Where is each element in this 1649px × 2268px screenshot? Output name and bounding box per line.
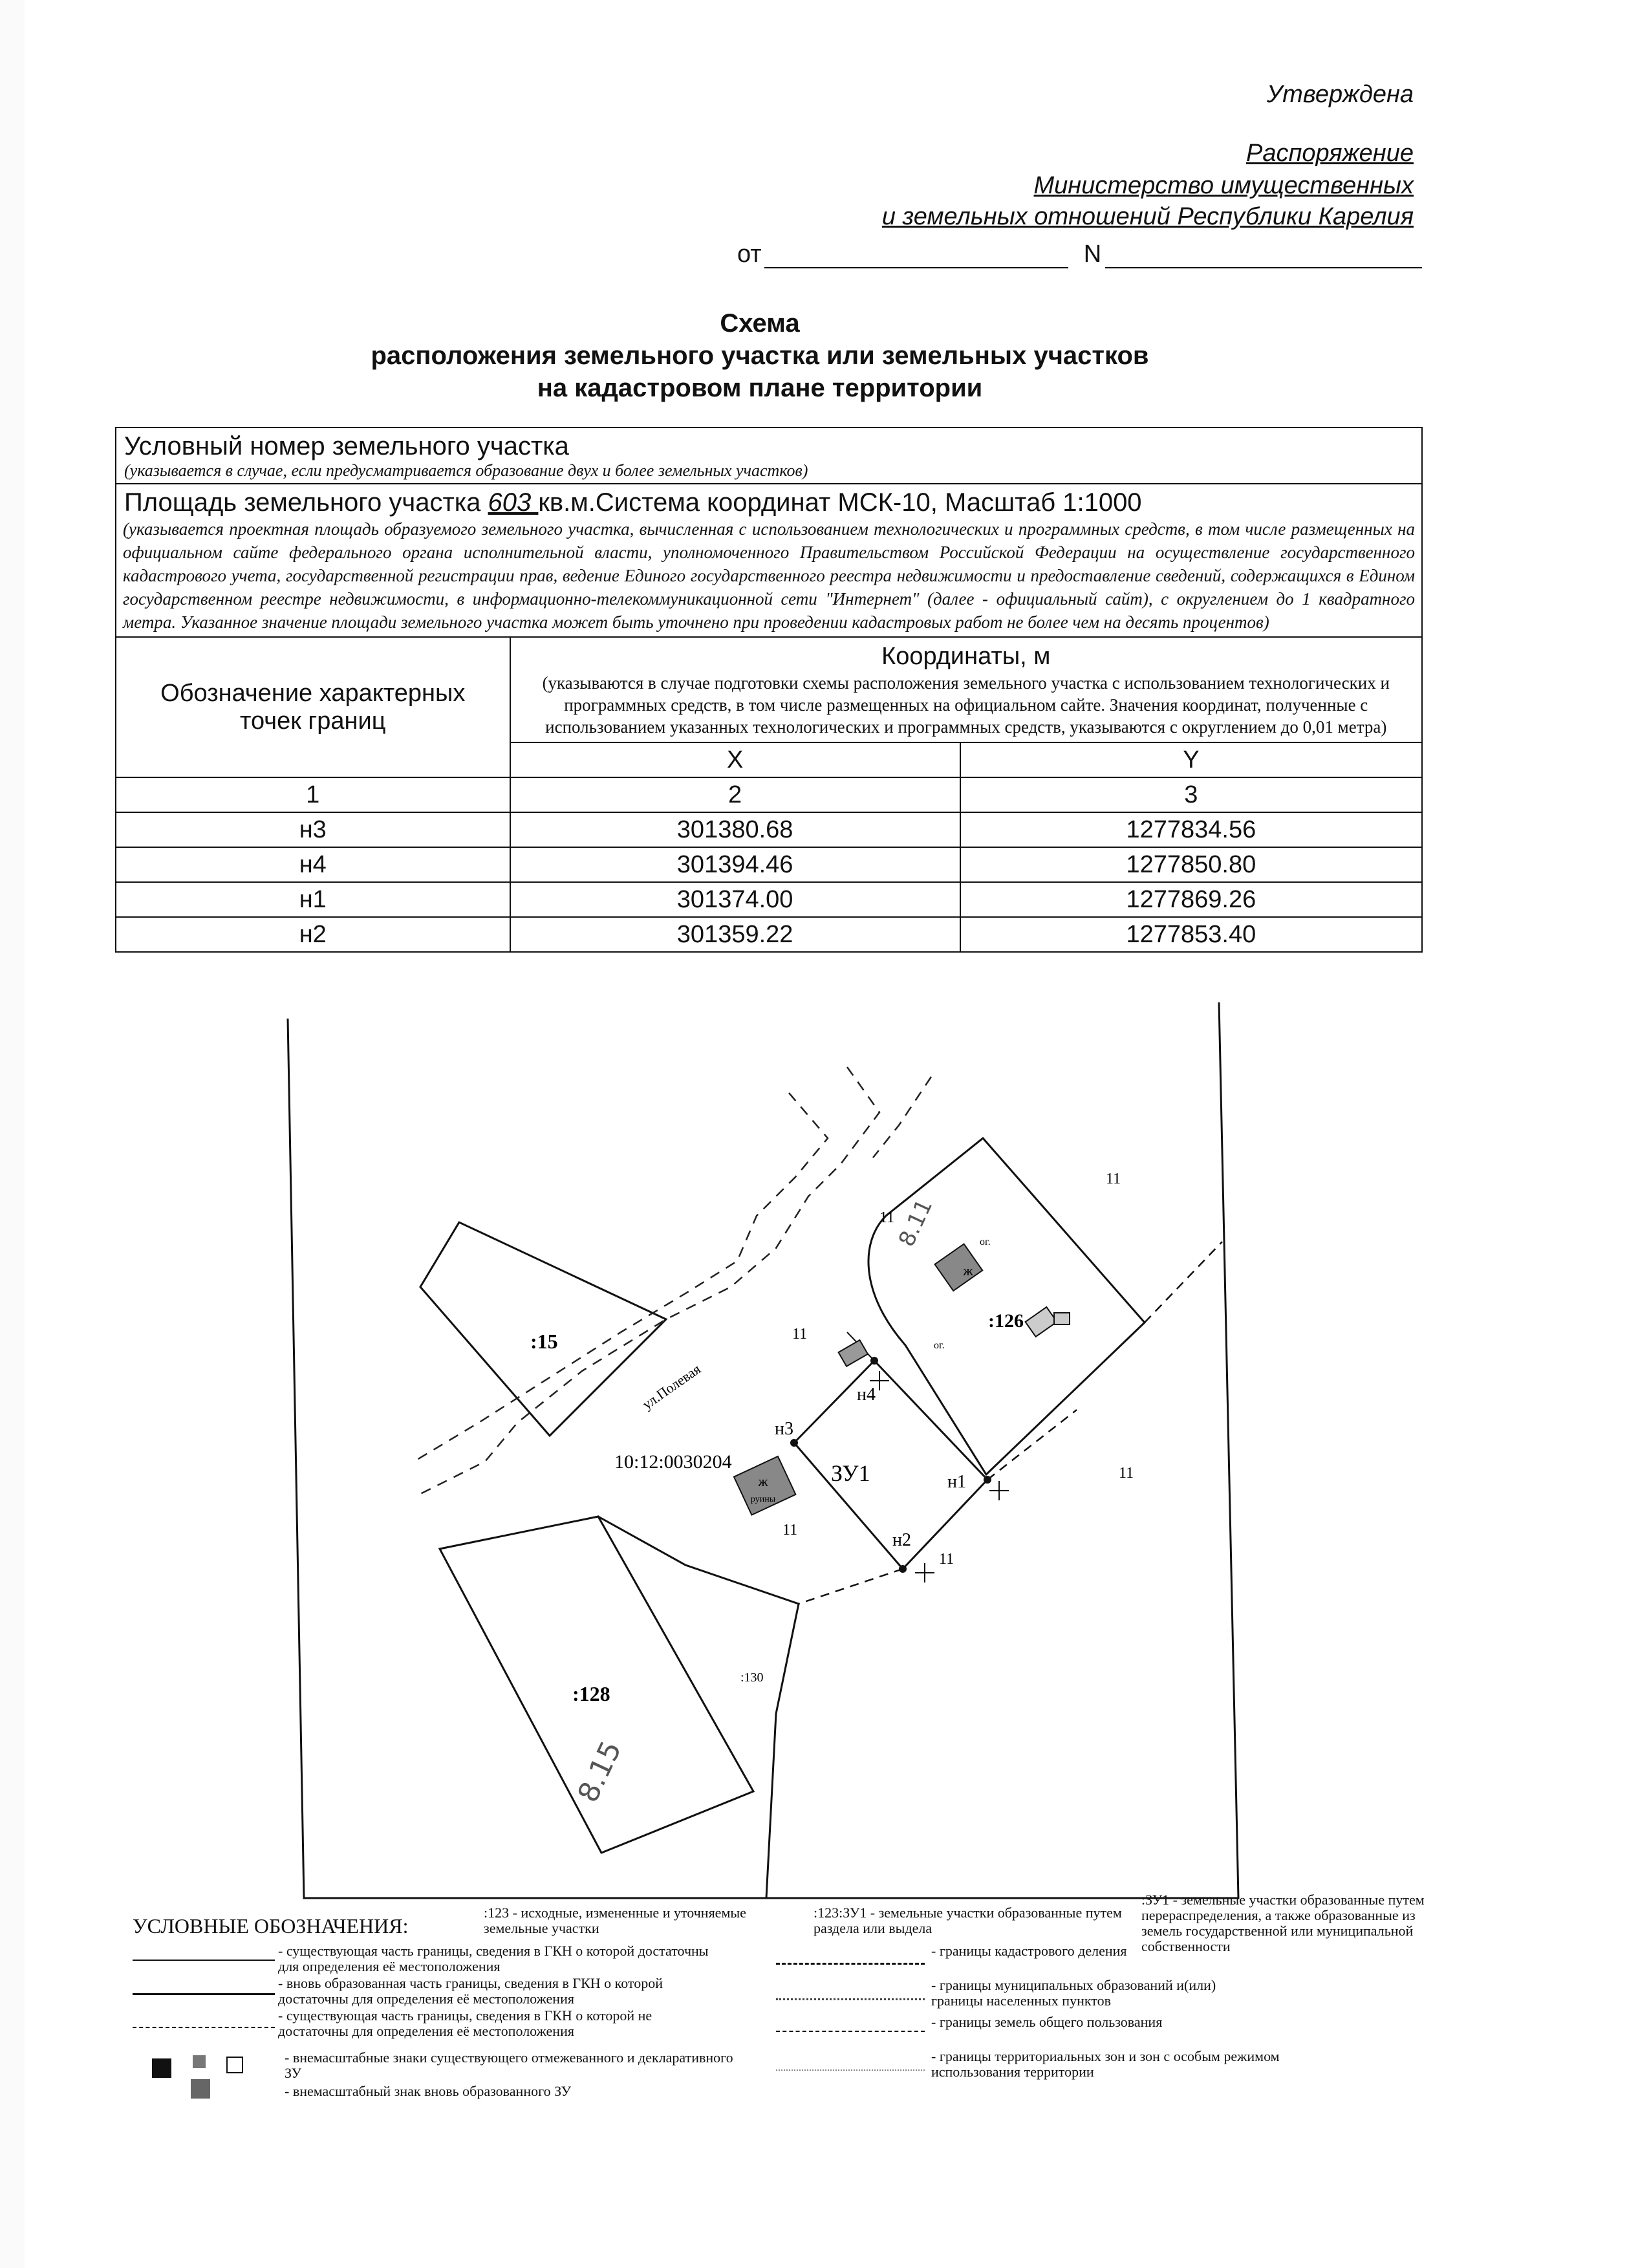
- point-n2-label: н2: [892, 1530, 911, 1550]
- point-n3-label: н3: [775, 1419, 793, 1439]
- shed-126-small: [1054, 1313, 1070, 1324]
- point-y: 1277869.26: [960, 882, 1422, 917]
- legend-municipal: - границы муниципальных образований и(или) границы населенных пунктов: [931, 1977, 1216, 2009]
- street-branch: [873, 1077, 931, 1158]
- point-n4-label: н4: [857, 1385, 876, 1405]
- legend-symbol-declared: [152, 2058, 171, 2078]
- legend-sample-insufficient: [133, 2027, 275, 2028]
- handwritten-811: 8.11: [893, 1195, 938, 1251]
- point-y: 1277834.56: [960, 812, 1422, 847]
- point-name: н1: [116, 882, 510, 917]
- boundary-south: [799, 1569, 903, 1604]
- point-x: 301374.00: [510, 882, 960, 917]
- parcel-15-outline: [420, 1222, 666, 1436]
- legend-redistributed-parcels: :ЗУ1 - земельные участки образованные путем перераспределения, а также образованные из земель государственной или муниципальной собственности: [1141, 1892, 1425, 1954]
- building-126-label: ж: [963, 1262, 973, 1279]
- points-header: Обозначение характерных точек границ: [116, 637, 510, 777]
- col-num-1: 1: [116, 777, 510, 812]
- shed-126: [1026, 1307, 1057, 1337]
- legend-cadastral-division: - границы кадастрового деления: [931, 1943, 1127, 1959]
- y-header: Y: [960, 742, 1422, 777]
- area-suffix: кв.м.Система координат МСК-10, Масштаб 1:1000: [538, 488, 1142, 517]
- point-y: 1277853.40: [960, 917, 1422, 952]
- shed-north: [839, 1340, 868, 1366]
- x-header: X: [510, 742, 960, 777]
- legend-sample-cadastral: [776, 1963, 925, 1965]
- zone-mark: 11: [782, 1522, 798, 1539]
- parcel-126-outline: [868, 1138, 1145, 1474]
- legend-symbol-gray: [193, 2055, 206, 2068]
- approved-label: Утверждена: [1266, 81, 1414, 108]
- area-value: 603: [488, 488, 539, 517]
- point-n1-label: н1: [947, 1472, 966, 1492]
- legend-public-lands: - границы земель общего пользования: [931, 2014, 1163, 2030]
- legend-sample-existing: [133, 1960, 275, 1961]
- zone-mark: 11: [792, 1326, 808, 1343]
- street-boundary-lower: [414, 1093, 828, 1462]
- legend-insufficient-boundary: - существующая часть границы, сведения в ГКН о которой не достаточны для определения её местоположения: [278, 2007, 652, 2039]
- parcel-128-label: :128: [572, 1682, 610, 1705]
- quarter-label: 10:12:0030204: [614, 1451, 732, 1473]
- coords-header: Координаты, м: [881, 643, 1051, 670]
- ruins-label: руины: [750, 1495, 776, 1504]
- title-line-2: расположения земельного участка или земельных участков: [371, 341, 1149, 370]
- conditional-number-note: (указывается в случае, если предусматривается образование двух и более земельных участков): [124, 461, 808, 480]
- point-x: 301380.68: [510, 812, 960, 847]
- ministry-line-2: и земельных отношений Республики Карелия: [881, 203, 1414, 230]
- point-y: 1277850.80: [960, 847, 1422, 882]
- legend-existing-boundary: - существующая часть границы, сведения в ГКН о которой достаточны для определения её местоположения: [278, 1943, 709, 1974]
- number-label: N: [1083, 241, 1102, 268]
- boundary-n1-east: [987, 1410, 1077, 1480]
- zu1-outline: [794, 1361, 987, 1569]
- zone-mark: 11: [1119, 1465, 1134, 1482]
- zu1-label: ЗУ1: [831, 1460, 870, 1486]
- legend-sample-public-lands: [776, 2031, 925, 2032]
- legend-source-parcels: :123 - исходные, измененные и уточняемые земельные участки: [484, 1905, 746, 1936]
- conditional-number-label: Условный номер земельного участка: [124, 432, 569, 460]
- map-frame: [288, 1002, 1238, 1898]
- parcel-130-outline: [598, 1517, 799, 1898]
- parcel-126-label: :126: [988, 1310, 1024, 1332]
- area-prefix: Площадь земельного участка: [124, 488, 488, 517]
- point-name: н4: [116, 847, 510, 882]
- title-line-1: Схема: [720, 309, 800, 338]
- zone-mark: 11: [1106, 1171, 1121, 1187]
- zone-marks: [782, 1171, 1134, 1568]
- point-n4-marker: [870, 1357, 878, 1365]
- building-ruins-label: ж: [758, 1473, 768, 1489]
- area-note: (указывается проектная площадь образуемого земельного участка, вычисленная с использованием технологических и программных средств, в том числе размещенных на официальном сайте федерального органа исполнительной власти, уполномоченного Правительством Российской Федерации на осуществление государственного кадастрового учета, государственной регистрации прав, ведение Единого государственного реестра недвижимости и предоставление сведений, содержащихся в Едином государственном реестре недвижимости, в информационно-телекоммуникационной сети "Интернет" (далее - официальный сайт), с округлением до 1 квадратного метра. Указанное значение площади земельного участка может быть уточнено при проведении кадастровых работ не более чем на десять процентов): [123, 519, 1415, 632]
- street-boundary-upper: [420, 1067, 879, 1494]
- street-label: ул.Полевая: [639, 1361, 704, 1413]
- legend-offscale-existing: - внемасштабные знаки существующего отмежеванного и декларативного ЗУ: [285, 2049, 733, 2081]
- legend-symbol-empty: [226, 2057, 243, 2073]
- coords-note: (указываются в случае подготовки схемы расположения земельного участка с использованием технологических и программных средств, в том числе размещенных на официальном сайте. Значения координат, полученные с использованием указанных технологических и программных средств, указываются с округлением до 0,01 метра): [542, 673, 1390, 737]
- parcel-15-label: :15: [530, 1330, 558, 1353]
- boundary-east: [1145, 1242, 1222, 1323]
- col-num-3: 3: [960, 777, 1422, 812]
- point-name: н2: [116, 917, 510, 952]
- point-x: 301359.22: [510, 917, 960, 952]
- parcel-130-label: :130: [740, 1670, 764, 1685]
- legend-sample-new: [133, 1993, 275, 1995]
- legend-sample-zones: [776, 2069, 925, 2071]
- handwritten-815: 8.15: [571, 1736, 629, 1808]
- og-label-1: ог.: [980, 1237, 991, 1247]
- col-num-2: 2: [510, 777, 960, 812]
- point-x: 301394.46: [510, 847, 960, 882]
- zone-mark: 11: [879, 1209, 895, 1226]
- og-label-2: ог.: [934, 1340, 945, 1351]
- point-name: н3: [116, 812, 510, 847]
- legend-zones: - границы территориальных зон и зон с особым режимом использования территории: [931, 2048, 1280, 2080]
- legend-new-boundary: - вновь образованная часть границы, сведения в ГКН о которой достаточны для определения её местоположения: [278, 1975, 663, 2007]
- legend-offscale-new: - внемасштабный знак вновь образованного ЗУ: [285, 2083, 572, 2099]
- title-line-3: на кадастровом плане территории: [537, 374, 983, 402]
- legend-symbol-new: [191, 2079, 210, 2099]
- point-n3-marker: [790, 1439, 798, 1447]
- ministry-line-1: Министерство имущественных: [1033, 172, 1414, 199]
- order-label: Распоряжение: [1246, 140, 1414, 167]
- legend-sample-municipal: [776, 1998, 925, 2000]
- zone-mark: 11: [939, 1551, 954, 1568]
- building-126: [935, 1244, 983, 1291]
- from-label: от: [737, 241, 762, 268]
- legend-title: УСЛОВНЫЕ ОБОЗНАЧЕНИЯ:: [133, 1914, 409, 1938]
- legend-divided-parcels: :123:ЗУ1 - земельные участки образованные путем раздела или выдела: [814, 1905, 1122, 1936]
